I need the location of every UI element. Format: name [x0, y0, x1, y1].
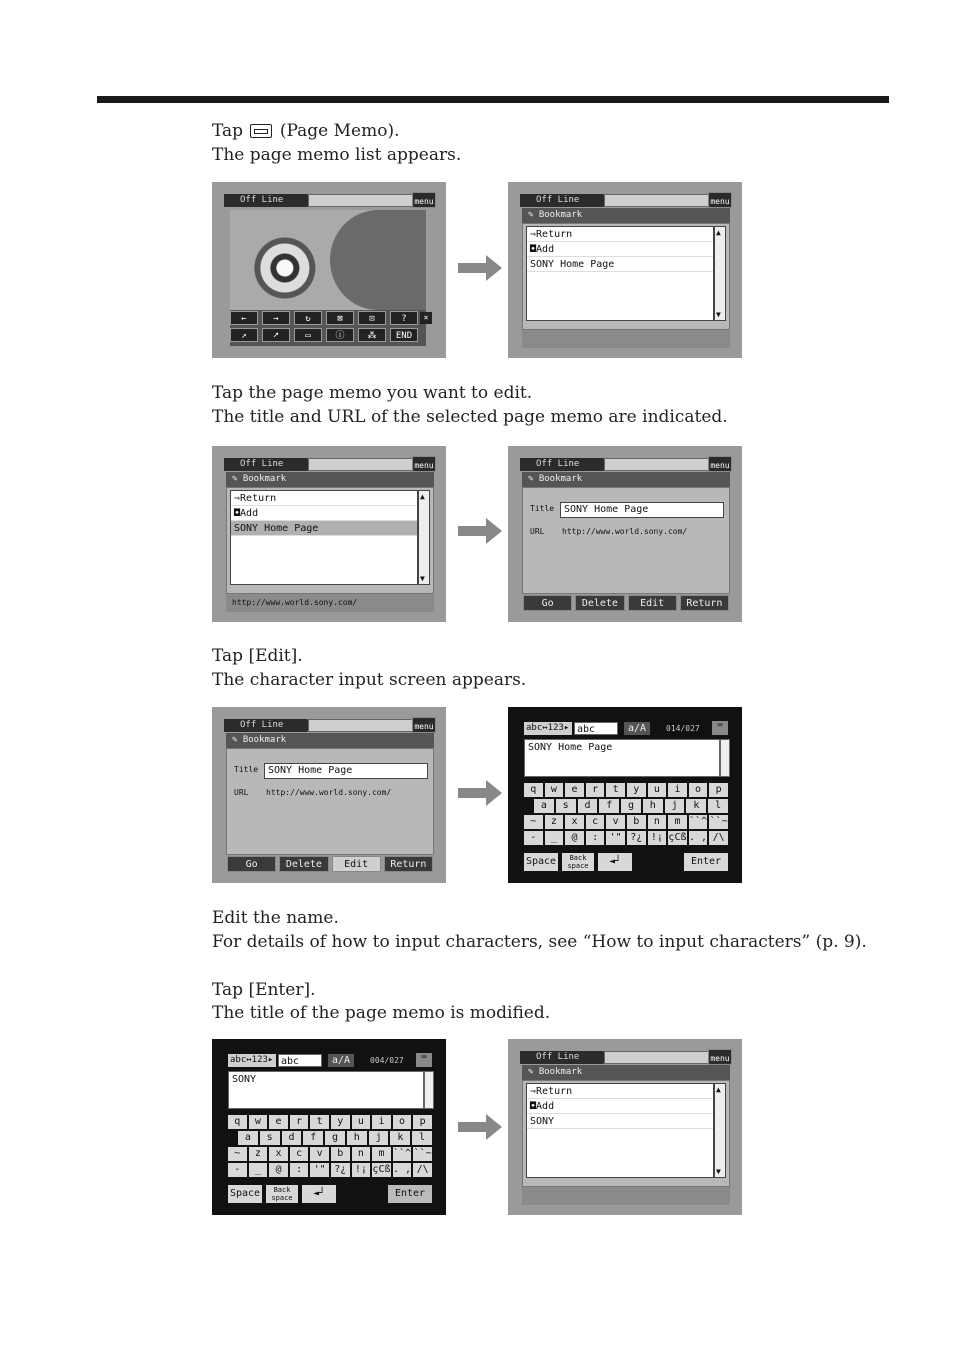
step3-line1: Tap [Edit].	[212, 646, 303, 666]
step2-line1: Tap the page memo you want to edit.	[212, 383, 533, 403]
key[interactable]: r	[586, 783, 605, 797]
status-label: Off Line	[224, 458, 312, 471]
key[interactable]: ``^	[393, 1148, 412, 1159]
forward-arrow-icon[interactable]: →	[262, 311, 290, 325]
key[interactable]: ?¿	[331, 1163, 350, 1177]
key[interactable]: h	[347, 1131, 367, 1145]
arrow-right-icon	[458, 255, 502, 281]
key[interactable]: '"	[310, 1163, 329, 1177]
menu-button[interactable]: menu	[708, 192, 732, 208]
enter-arrow-icon[interactable]: ◄┘	[302, 1185, 336, 1203]
key[interactable]: a	[534, 799, 554, 813]
go-button[interactable]: Go	[227, 856, 276, 872]
close-icon[interactable]: ×	[420, 312, 432, 324]
url-value: http://www.world.sony.com/	[266, 788, 392, 797]
bookmark-header: ✎ Bookmark	[226, 733, 434, 748]
scrollbar[interactable]	[720, 739, 730, 777]
key[interactable]: -	[228, 1163, 247, 1177]
space-key[interactable]: Space	[228, 1185, 262, 1203]
status-label: Off Line	[520, 458, 608, 471]
screen-keyboard-b	[212, 1039, 446, 1215]
key[interactable]: m	[372, 1147, 391, 1161]
key[interactable]: u	[648, 783, 667, 797]
screen-bookmark-selected	[212, 446, 446, 622]
back-arrow-icon[interactable]: ←	[230, 311, 258, 325]
info-icon[interactable]: ⓘ	[326, 328, 354, 342]
key[interactable]: k	[390, 1131, 410, 1145]
key[interactable]: -	[524, 831, 543, 845]
zoom-icon[interactable]: ⊡	[358, 311, 386, 325]
list-item[interactable]: SONY Home Page	[231, 521, 417, 536]
key[interactable]: x	[565, 815, 584, 829]
step5-line1: Tap [Enter].	[212, 980, 316, 1000]
key[interactable]: . ,	[393, 1164, 412, 1175]
return-button[interactable]: Return	[680, 595, 729, 611]
key[interactable]: ?¿	[627, 831, 646, 845]
step1-line1: Tap (Page Memo).	[212, 121, 400, 141]
key[interactable]: s	[260, 1131, 280, 1145]
key[interactable]: p	[709, 783, 728, 797]
scrollbar[interactable]	[424, 1071, 434, 1109]
space-key[interactable]: Space	[524, 853, 558, 871]
jump-icon[interactable]: ➚	[262, 328, 290, 342]
arrow-right-icon	[458, 780, 502, 806]
address-field[interactable]	[604, 1051, 716, 1064]
delete-button[interactable]: Delete	[279, 856, 328, 872]
address-field[interactable]	[604, 194, 716, 207]
list-item[interactable]: ⇒Return	[231, 491, 417, 506]
key[interactable]: v	[606, 815, 625, 829]
action-buttons	[522, 594, 730, 612]
delete-button[interactable]: Delete	[575, 595, 624, 611]
key[interactable]: e	[565, 783, 584, 797]
scrollbar[interactable]	[714, 226, 726, 321]
char-count: 014/027	[666, 724, 700, 733]
scrollbar[interactable]	[714, 1083, 726, 1178]
key[interactable]: :	[586, 831, 605, 845]
step5-line2: The title of the page memo is modified.	[212, 1003, 551, 1023]
screen-keyboard-a	[508, 707, 742, 883]
key[interactable]: !¡	[648, 831, 667, 845]
key[interactable]: @	[269, 1163, 288, 1177]
bookmark-header: ✎ Bookmark	[522, 1065, 730, 1080]
key[interactable]: s	[556, 799, 576, 813]
key[interactable]: v	[310, 1147, 329, 1161]
key[interactable]: m	[668, 815, 687, 829]
url-bar	[522, 1187, 730, 1205]
status-label: Off Line	[520, 1051, 608, 1064]
key[interactable]: c	[290, 1147, 309, 1161]
key[interactable]: y	[331, 1115, 350, 1129]
key[interactable]: x	[269, 1147, 288, 1161]
screen-bookmark-modified	[508, 1039, 742, 1215]
step3-line2: The character input screen appears.	[212, 670, 527, 690]
key[interactable]: @	[565, 831, 584, 845]
control-buttons	[230, 311, 418, 342]
key[interactable]: z	[545, 815, 564, 829]
bookmark-list	[230, 490, 418, 585]
key[interactable]: ``~	[413, 1148, 432, 1159]
list-item[interactable]: ◘Add	[527, 1099, 713, 1114]
key[interactable]: e	[269, 1115, 288, 1129]
input-mode-select[interactable]: abc	[574, 722, 618, 735]
key[interactable]: b	[331, 1147, 350, 1161]
url-bar	[522, 330, 730, 348]
key[interactable]: . ,	[689, 832, 708, 843]
reload-icon[interactable]: ↻	[294, 311, 322, 325]
arrow-right-icon	[458, 1114, 502, 1140]
url-bar: http://www.world.sony.com/	[226, 594, 434, 612]
input-mode-select[interactable]: abc	[278, 1054, 322, 1067]
key[interactable]: çCß	[372, 1164, 391, 1175]
address-field[interactable]	[308, 458, 420, 471]
stop-icon[interactable]: ⊠	[326, 311, 354, 325]
bookmark-header: ✎ Bookmark	[522, 208, 730, 223]
key[interactable]: w	[545, 783, 564, 797]
key[interactable]: b	[627, 815, 646, 829]
help-icon[interactable]: ?	[390, 311, 418, 325]
key[interactable]: _	[545, 831, 564, 845]
backspace-key[interactable]: Back space	[266, 1185, 298, 1203]
menu-button[interactable]: menu	[412, 192, 436, 208]
key[interactable]: y	[627, 783, 646, 797]
page-memo-button[interactable]: ▭	[294, 328, 322, 342]
key[interactable]: g	[325, 1131, 345, 1145]
key[interactable]: ~	[228, 1147, 247, 1161]
go-button[interactable]: Go	[523, 595, 572, 611]
text-area[interactable]: SONY Home Page	[524, 739, 720, 777]
step2-line2: The title and URL of the selected page memo are indicated.	[212, 407, 728, 427]
key[interactable]: w	[249, 1115, 268, 1129]
edit-button[interactable]: Edit	[628, 595, 677, 611]
enter-arrow-icon[interactable]: ◄┘	[598, 853, 632, 871]
menu-button[interactable]: menu	[708, 1049, 732, 1065]
list-item[interactable]: SONY Home Page	[527, 257, 713, 272]
text-area[interactable]: SONY	[228, 1071, 424, 1109]
title-field[interactable]: SONY Home Page	[264, 763, 428, 779]
menu-button[interactable]: menu	[708, 456, 732, 472]
step4-line2: For details of how to input characters, see “How to input characters” (p. 9).	[212, 932, 867, 952]
key[interactable]: t	[606, 783, 625, 797]
return-button[interactable]: Return	[384, 856, 433, 872]
key[interactable]: ``~	[709, 816, 728, 827]
enter-key[interactable]: Enter	[684, 853, 728, 871]
page-memo-icon	[250, 124, 272, 138]
key[interactable]: t	[310, 1115, 329, 1129]
key[interactable]: j	[369, 1131, 389, 1145]
mode-toggle[interactable]: abc↔123▸	[524, 722, 572, 735]
key[interactable]: n	[648, 815, 667, 829]
settings-icon[interactable]: ⁂	[358, 328, 386, 342]
edit-button[interactable]: Edit	[332, 856, 381, 872]
enter-key[interactable]: Enter	[388, 1185, 432, 1203]
key[interactable]: /\	[709, 831, 728, 845]
key[interactable]: '"	[606, 831, 625, 845]
status-label: Off Line	[520, 194, 608, 207]
url-label: URL	[530, 527, 545, 536]
list-item[interactable]: ◘Add	[231, 506, 417, 521]
title-label: Title	[530, 504, 555, 513]
status-label: Off Line	[224, 719, 312, 732]
bookmark-icon[interactable]: ↗	[230, 328, 258, 342]
key-grid	[524, 783, 728, 847]
url-value: http://www.world.sony.com/	[562, 527, 688, 536]
key[interactable]: f	[303, 1131, 323, 1145]
key[interactable]: ~	[524, 815, 543, 829]
menu-button[interactable]: menu	[412, 717, 436, 733]
key[interactable]: l	[708, 799, 728, 813]
key[interactable]: k	[686, 799, 706, 813]
char-count: 004/027	[370, 1056, 404, 1065]
key[interactable]: n	[352, 1147, 371, 1161]
key[interactable]: çCß	[668, 832, 687, 843]
step1-line2: The page memo list appears.	[212, 145, 462, 165]
key[interactable]: z	[249, 1147, 268, 1161]
key[interactable]: h	[643, 799, 663, 813]
key[interactable]: p	[413, 1115, 432, 1129]
key[interactable]: d	[578, 799, 598, 813]
globe-image	[330, 210, 426, 310]
case-toggle[interactable]: a/A	[328, 1054, 354, 1067]
screen-bookmark-list	[508, 182, 742, 358]
bookmark-list	[526, 226, 714, 321]
address-field[interactable]	[308, 194, 420, 207]
list-item[interactable]: ⇒Return	[527, 227, 713, 242]
camera-image	[230, 210, 426, 310]
bookmark-list	[526, 1083, 714, 1178]
screen-browser	[212, 182, 446, 358]
key[interactable]: q	[228, 1115, 247, 1129]
case-toggle[interactable]: a/A	[624, 722, 650, 735]
key[interactable]: o	[689, 783, 708, 797]
bookmark-header: ✎ Bookmark	[522, 472, 730, 487]
step4-line1: Edit the name.	[212, 908, 339, 928]
address-field[interactable]	[604, 458, 716, 471]
key[interactable]: /\	[413, 1163, 432, 1177]
key[interactable]: _	[249, 1163, 268, 1177]
keyboard-icon[interactable]: ⌨	[712, 721, 728, 735]
key[interactable]: l	[412, 1131, 432, 1145]
key-grid	[228, 1115, 432, 1179]
key[interactable]: r	[290, 1115, 309, 1129]
address-field[interactable]	[308, 719, 420, 732]
list-item[interactable]: ⇒Return	[527, 1084, 713, 1099]
key[interactable]: o	[393, 1115, 412, 1129]
end-button[interactable]: END	[390, 328, 418, 342]
key[interactable]: ``^	[689, 816, 708, 827]
key[interactable]: c	[586, 815, 605, 829]
arrow-right-icon	[458, 518, 502, 544]
bookmark-header: ✎ Bookmark	[226, 472, 434, 487]
key[interactable]: i	[668, 783, 687, 797]
key[interactable]: g	[621, 799, 641, 813]
scrollbar[interactable]	[418, 490, 430, 585]
menu-button[interactable]: menu	[412, 456, 436, 472]
backspace-key[interactable]: Back space	[562, 853, 594, 871]
key[interactable]: u	[352, 1115, 371, 1129]
keyboard-icon[interactable]: ⌨	[416, 1053, 432, 1067]
screen-bookmark-detail-edit	[212, 707, 446, 883]
title-label: Title	[234, 765, 259, 774]
key[interactable]: a	[238, 1131, 258, 1145]
key[interactable]: d	[282, 1131, 302, 1145]
action-buttons	[226, 855, 434, 873]
key[interactable]: i	[372, 1115, 391, 1129]
mode-toggle[interactable]: abc↔123▸	[228, 1054, 276, 1067]
url-label: URL	[234, 788, 249, 797]
key[interactable]: f	[599, 799, 619, 813]
list-item[interactable]: SONY	[527, 1114, 713, 1129]
key[interactable]: !¡	[352, 1163, 371, 1177]
key[interactable]: :	[290, 1163, 309, 1177]
screen-bookmark-detail	[508, 446, 742, 622]
key[interactable]: q	[524, 783, 543, 797]
key[interactable]: j	[665, 799, 685, 813]
top-rule	[97, 96, 889, 103]
title-field[interactable]: SONY Home Page	[560, 502, 724, 518]
status-label: Off Line	[224, 194, 312, 207]
list-item[interactable]: ◘Add	[527, 242, 713, 257]
